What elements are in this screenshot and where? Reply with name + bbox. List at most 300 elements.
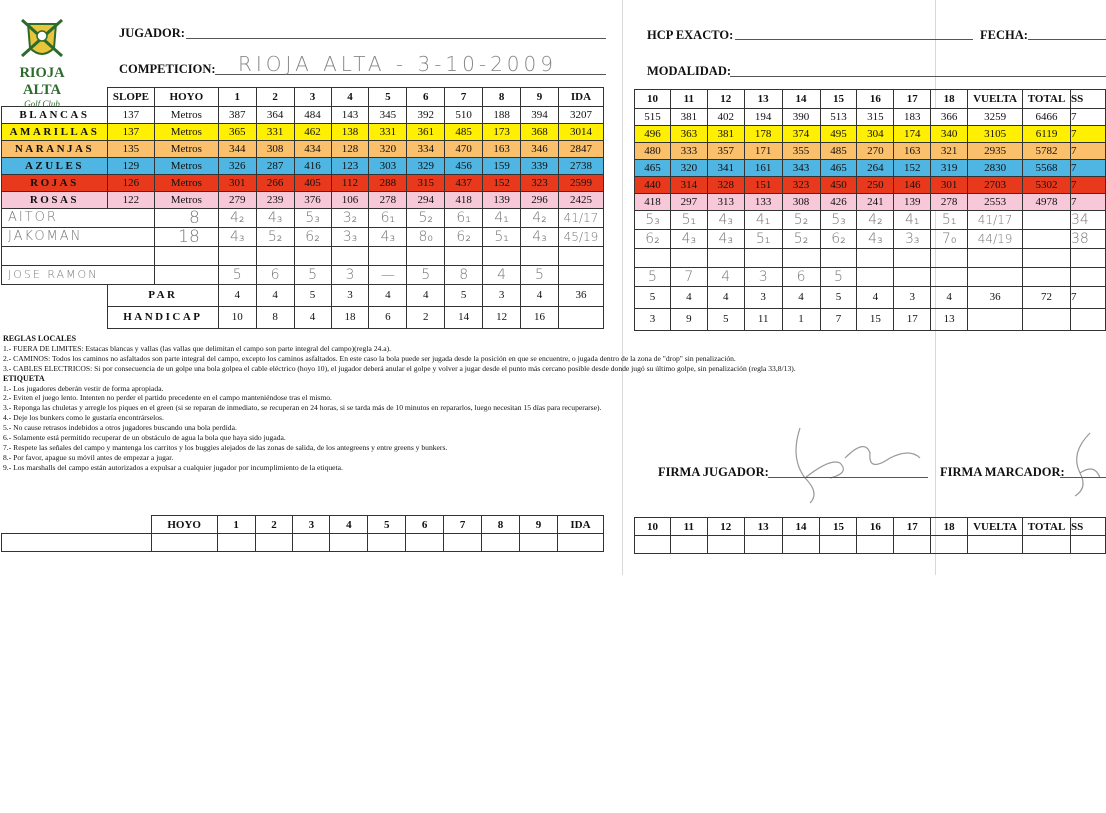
distance: 319 — [931, 160, 968, 177]
footer-cell[interactable] — [670, 536, 707, 554]
etiqueta-item: 6.- Solamente está permitido recuperar de un obstáculo de agua la bola que haya sido jugada. — [3, 433, 286, 443]
modalidad-field[interactable] — [730, 76, 1106, 77]
footer-hole-header: 17 — [894, 518, 931, 536]
footer-cell[interactable] — [931, 536, 968, 554]
par-ss: 7 — [1071, 287, 1106, 309]
club-sub: Golf Club — [24, 99, 60, 109]
unit: Metros — [154, 124, 218, 141]
par-cell: 4 — [521, 285, 559, 307]
distance: 485 — [445, 124, 483, 141]
distance: 510 — [445, 107, 483, 124]
footer-vuelta-header: VUELTA — [968, 518, 1023, 536]
par-cell: 3 — [331, 285, 369, 307]
unit: Metros — [154, 158, 218, 175]
distance: 278 — [369, 192, 407, 209]
distance: 301 — [931, 177, 968, 194]
distance: 323 — [782, 177, 820, 194]
player-hcp[interactable]: 18 — [154, 228, 218, 247]
distance: 405 — [294, 175, 331, 192]
handicap-cell: 17 — [894, 309, 931, 331]
score-cell[interactable]: 4₃ — [218, 228, 256, 247]
distance: 315 — [857, 109, 894, 126]
score-cell[interactable]: 4₃ — [369, 228, 407, 247]
total-score[interactable] — [1023, 249, 1071, 268]
handicap-cell: 6 — [369, 307, 407, 329]
handicap-cell: 7 — [820, 309, 857, 331]
score-cell[interactable]: 7 — [670, 268, 707, 287]
signature-player-scribble — [770, 418, 930, 513]
hole-4-header: 4 — [331, 88, 369, 107]
distance: 364 — [256, 107, 294, 124]
firma-marcador-label: FIRMA MARCADOR: — [940, 465, 1065, 479]
distance: 188 — [483, 107, 521, 124]
ida-total: 2599 — [558, 175, 603, 192]
handicap-cell: 11 — [744, 309, 782, 331]
score-total[interactable] — [558, 266, 603, 285]
handicap-cell: 18 — [331, 307, 369, 329]
distance: 368 — [521, 124, 559, 141]
score-cell[interactable] — [782, 249, 820, 268]
footer-cell[interactable] — [293, 534, 330, 552]
vuelta-total: 3105 — [968, 126, 1023, 143]
distance: 340 — [931, 126, 968, 143]
unit: Metros — [154, 192, 218, 209]
par-cell: 3 — [483, 285, 521, 307]
distance: 426 — [820, 194, 857, 211]
score-cell[interactable] — [407, 247, 445, 266]
distance: 366 — [931, 109, 968, 126]
distance: 314 — [670, 177, 707, 194]
score-cell[interactable]: 4₂ — [218, 209, 256, 228]
distance: 361 — [407, 124, 445, 141]
score-cell[interactable]: 4₃ — [707, 230, 744, 249]
score-cell[interactable]: 5 — [407, 266, 445, 285]
distance: 250 — [857, 177, 894, 194]
rule-item: 3.- CABLES ELECTRICOS: Si por consecuencia de un golpe una bola golpea el cable eléctrico (hoyo 10), el jugador deberá anular el golpe y volver a jugar desde el punto más cercano posible desde donde jugó su último golpe, sin penalización (regla 33,8/13). — [3, 363, 796, 373]
handicap-total — [1023, 309, 1071, 331]
distance: 334 — [407, 141, 445, 158]
hole-8-header: 8 — [483, 88, 521, 107]
score-cell[interactable]: 4₁ — [744, 211, 782, 230]
score-cell[interactable]: 4₁ — [483, 209, 521, 228]
score-cell[interactable]: 3 — [331, 266, 369, 285]
handicap-cell: 14 — [445, 307, 483, 329]
par-cell: 4 — [218, 285, 256, 307]
handicap-cell: 10 — [218, 307, 256, 329]
distance: 296 — [521, 192, 559, 209]
fecha-field[interactable] — [1028, 39, 1106, 40]
slope-header: SLOPE — [107, 88, 154, 107]
score-cell[interactable] — [483, 247, 521, 266]
rule-item: 1.- FUERA DE LIMITES: Estacas blancas y vallas (las vallas que delimitan el campo son parte integral del campo)(regla 24.a). — [3, 343, 392, 353]
ss-value: 7 — [1071, 160, 1106, 177]
distance: 315 — [407, 175, 445, 192]
score-cell[interactable]: 4₃ — [707, 211, 744, 230]
etiqueta-item: 3.- Reponga las chuletas y arregle los piques en el green (si se reparan de inmediato, se recuperan en 24 horas, si se tarda más de 10 minutos en repararlos, luego necesitan 15 días para recuperarse). — [3, 403, 602, 413]
distance: 143 — [331, 107, 369, 124]
tee-name: BLANCAS — [2, 107, 108, 124]
vuelta-total: 2703 — [968, 177, 1023, 194]
distance: 133 — [744, 194, 782, 211]
score-cell[interactable]: 5₂ — [782, 230, 820, 249]
footer-cell[interactable] — [1023, 536, 1071, 554]
score-cell[interactable] — [635, 249, 671, 268]
score-cell[interactable]: 6 — [256, 266, 294, 285]
footer-cell[interactable] — [1071, 536, 1106, 554]
score-cell[interactable] — [857, 268, 894, 287]
distance: 355 — [782, 143, 820, 160]
footer-hole-header: 6 — [406, 516, 444, 534]
score-cell[interactable]: 4₃ — [256, 209, 294, 228]
footer-cell[interactable] — [368, 534, 406, 552]
distance: 437 — [445, 175, 483, 192]
tee-row-blancas — [2, 107, 604, 124]
player-hcp[interactable] — [154, 266, 218, 285]
footer-cell[interactable] — [151, 534, 217, 552]
distance: 163 — [483, 141, 521, 158]
total-score[interactable] — [1023, 268, 1071, 287]
hole-5-header: 5 — [369, 88, 407, 107]
footer-cell[interactable] — [2, 534, 152, 552]
score-cell[interactable]: 7₀ — [931, 230, 968, 249]
score-cell[interactable] — [744, 249, 782, 268]
ida-total: 3014 — [558, 124, 603, 141]
tee-row-naranjas — [635, 143, 1106, 160]
ss-score[interactable]: 34 — [1071, 211, 1106, 230]
footer-hole-header: 14 — [782, 518, 820, 536]
par-cell: 4 — [369, 285, 407, 307]
score-cell[interactable] — [857, 249, 894, 268]
score-cell[interactable] — [707, 249, 744, 268]
distance: 374 — [782, 126, 820, 143]
front-nine-table — [1, 87, 604, 329]
player-name[interactable]: AITOR — [2, 209, 155, 228]
handicap-cell: 16 — [521, 307, 559, 329]
handicap-cell: 12 — [483, 307, 521, 329]
footer-cell[interactable] — [330, 534, 368, 552]
hole-7-header: 7 — [445, 88, 483, 107]
distance: 513 — [820, 109, 857, 126]
score-cell[interactable]: 5₃ — [820, 211, 857, 230]
score-cell[interactable]: 3₂ — [331, 209, 369, 228]
distance: 323 — [521, 175, 559, 192]
score-cell[interactable]: 6₂ — [294, 228, 331, 247]
score-cell[interactable]: 5₁ — [670, 211, 707, 230]
player-name[interactable] — [2, 247, 155, 266]
distance: 279 — [218, 192, 256, 209]
distance: 173 — [483, 124, 521, 141]
total-score[interactable] — [1023, 230, 1071, 249]
tee-row-blancas — [635, 109, 1106, 126]
distance: 287 — [256, 158, 294, 175]
score-total[interactable]: 41/17 — [558, 209, 603, 228]
footer-cell[interactable] — [482, 534, 520, 552]
distance: 328 — [707, 177, 744, 194]
par-cell: 3 — [744, 287, 782, 309]
distance: 344 — [218, 141, 256, 158]
handicap-cell: 4 — [294, 307, 331, 329]
score-cell[interactable] — [331, 247, 369, 266]
ss-value: 7 — [1071, 126, 1106, 143]
par-cell: 4 — [670, 287, 707, 309]
player-hcp[interactable] — [154, 247, 218, 266]
tee-row-amarillas — [2, 124, 604, 141]
slope: 137 — [107, 124, 154, 141]
distance: 123 — [331, 158, 369, 175]
score-cell[interactable]: 6₂ — [820, 230, 857, 249]
ss-value: 7 — [1071, 194, 1106, 211]
course-total: 6119 — [1023, 126, 1071, 143]
score-cell[interactable]: 5₁ — [931, 211, 968, 230]
jugador-field[interactable] — [186, 38, 606, 39]
tee-name: ROSAS — [2, 192, 108, 209]
unit: Metros — [154, 175, 218, 192]
handicap-cell: 13 — [931, 309, 968, 331]
player-row — [2, 247, 604, 266]
score-cell[interactable] — [256, 247, 294, 266]
footer-cell[interactable] — [894, 536, 931, 554]
etiqueta-item: 7.- Respete las señales del campo y mantenga los carritos y los buggies alejados de las zonas de salida, de los antegreens y entre greens y bunkers. — [3, 442, 448, 452]
score-cell[interactable]: 5 — [521, 266, 559, 285]
score-cell[interactable]: 6₁ — [369, 209, 407, 228]
ida-total: 2425 — [558, 192, 603, 209]
slope: 137 — [107, 107, 154, 124]
score-cell[interactable] — [670, 249, 707, 268]
score-cell[interactable]: 4₃ — [521, 228, 559, 247]
firma-jugador-label: FIRMA JUGADOR: — [658, 465, 769, 479]
modalidad-label: MODALIDAD: — [647, 64, 732, 78]
distance: 112 — [331, 175, 369, 192]
rules-section — [3, 334, 903, 473]
score-cell[interactable]: 5₁ — [483, 228, 521, 247]
score-cell[interactable] — [894, 268, 931, 287]
vuelta-score[interactable] — [968, 249, 1023, 268]
footer-cell[interactable] — [557, 534, 603, 552]
score-cell[interactable]: 3₃ — [331, 228, 369, 247]
score-cell[interactable]: 8 — [445, 266, 483, 285]
ss-value: 7 — [1071, 109, 1106, 126]
distance: 402 — [707, 109, 744, 126]
par-row — [635, 287, 1106, 309]
total-score[interactable] — [1023, 211, 1071, 230]
score-cell[interactable]: 4₃ — [857, 230, 894, 249]
hole-11-header: 11 — [670, 90, 707, 109]
score-cell[interactable]: 4₂ — [521, 209, 559, 228]
distance: 138 — [331, 124, 369, 141]
distance: 301 — [218, 175, 256, 192]
distance: 331 — [256, 124, 294, 141]
score-cell[interactable]: 5₂ — [256, 228, 294, 247]
score-cell[interactable]: 6₂ — [445, 228, 483, 247]
course-total: 5782 — [1023, 143, 1071, 160]
hole-2-header: 2 — [256, 88, 294, 107]
score-cell[interactable]: 3 — [744, 268, 782, 287]
distance: 333 — [670, 143, 707, 160]
distance: 341 — [707, 160, 744, 177]
score-cell[interactable]: 5₂ — [407, 209, 445, 228]
score-cell[interactable] — [294, 247, 331, 266]
hcp-exacto-field[interactable] — [735, 39, 973, 40]
score-total[interactable]: 45/19 — [558, 228, 603, 247]
distance: 470 — [445, 141, 483, 158]
footer-cell[interactable] — [255, 534, 293, 552]
score-cell[interactable]: 4₁ — [894, 211, 931, 230]
distance: 151 — [744, 177, 782, 194]
par-cell: 4 — [707, 287, 744, 309]
ss-score[interactable] — [1071, 249, 1106, 268]
distance: 418 — [445, 192, 483, 209]
vuelta-header: VUELTA — [968, 90, 1023, 109]
player-row — [635, 249, 1106, 268]
par-vuelta: 36 — [968, 287, 1023, 309]
footer-cell[interactable] — [635, 536, 671, 554]
footer-cell[interactable] — [968, 536, 1023, 554]
distance: 303 — [369, 158, 407, 175]
ss-score[interactable] — [1071, 268, 1106, 287]
footer-cell[interactable] — [217, 534, 255, 552]
score-cell[interactable]: 4₃ — [670, 230, 707, 249]
distance: 416 — [294, 158, 331, 175]
score-cell[interactable]: 5 — [294, 266, 331, 285]
hole-18-header: 18 — [931, 90, 968, 109]
score-cell[interactable]: 5₃ — [294, 209, 331, 228]
distance: 320 — [369, 141, 407, 158]
footer-cell[interactable] — [707, 536, 744, 554]
score-cell[interactable]: 6₁ — [445, 209, 483, 228]
handicap-ss — [1071, 309, 1106, 331]
score-cell[interactable] — [218, 247, 256, 266]
firma-marcador-field[interactable] — [1060, 477, 1106, 478]
score-cell[interactable]: 4 — [483, 266, 521, 285]
score-cell[interactable]: 5₁ — [744, 230, 782, 249]
footer-hole-header: 8 — [482, 516, 520, 534]
footer-cell[interactable] — [519, 534, 557, 552]
player-row — [635, 268, 1106, 287]
par-cell: 4 — [256, 285, 294, 307]
footer-hole-header: 9 — [519, 516, 557, 534]
distance: 465 — [635, 160, 671, 177]
footer-cell[interactable] — [744, 536, 782, 554]
vuelta-total: 2935 — [968, 143, 1023, 160]
handicap-label: HANDICAP — [107, 307, 218, 329]
hole-6-header: 6 — [407, 88, 445, 107]
score-cell[interactable] — [445, 247, 483, 266]
distance: 339 — [521, 158, 559, 175]
tee-row-naranjas — [2, 141, 604, 158]
footer-hole-header: 4 — [330, 516, 368, 534]
score-cell[interactable] — [369, 247, 407, 266]
footer-hole-header: 7 — [444, 516, 482, 534]
hole-14-header: 14 — [782, 90, 820, 109]
score-cell[interactable]: — — [369, 266, 407, 285]
distance: 496 — [635, 126, 671, 143]
slope: 122 — [107, 192, 154, 209]
score-total[interactable] — [558, 247, 603, 266]
slope: 135 — [107, 141, 154, 158]
course-total: 4978 — [1023, 194, 1071, 211]
score-cell[interactable]: 5 — [218, 266, 256, 285]
footer-cell[interactable] — [406, 534, 444, 552]
distance: 465 — [820, 160, 857, 177]
vuelta-score[interactable]: 41/17 — [968, 211, 1023, 230]
handicap-cell: 2 — [407, 307, 445, 329]
player-hcp[interactable]: 8 — [154, 209, 218, 228]
handicap-cell: 3 — [635, 309, 671, 331]
score-cell[interactable] — [521, 247, 559, 266]
distance: 174 — [894, 126, 931, 143]
total-header: TOTAL — [1023, 90, 1071, 109]
tee-name: AMARILLAS — [2, 124, 108, 141]
player-name[interactable]: JOSE RAMON — [2, 266, 155, 285]
score-cell[interactable] — [894, 249, 931, 268]
score-cell[interactable]: 5₃ — [635, 211, 671, 230]
handicap-row — [635, 309, 1106, 331]
vuelta-score[interactable] — [968, 268, 1023, 287]
distance: 480 — [635, 143, 671, 160]
etiqueta-item: 1.- Los jugadores deberán vestir de forma apropiada. — [3, 383, 164, 393]
distance: 320 — [670, 160, 707, 177]
footer-cell[interactable] — [857, 536, 894, 554]
score-cell[interactable]: 4 — [707, 268, 744, 287]
score-cell[interactable]: 6₂ — [635, 230, 671, 249]
ss-score[interactable]: 38 — [1071, 230, 1106, 249]
vuelta-score[interactable]: 44/19 — [968, 230, 1023, 249]
player-row — [2, 209, 604, 228]
back-nine-table — [634, 89, 1106, 331]
score-cell[interactable]: 6 — [782, 268, 820, 287]
tee-row-rosas — [2, 192, 604, 209]
footer-cell[interactable] — [444, 534, 482, 552]
player-row — [2, 266, 604, 285]
distance: 266 — [256, 175, 294, 192]
score-cell[interactable]: 8₀ — [407, 228, 445, 247]
handicap-cell: 9 — [670, 309, 707, 331]
footer-cell[interactable] — [820, 536, 857, 554]
distance: 239 — [256, 192, 294, 209]
distance: 381 — [670, 109, 707, 126]
vuelta-total: 2830 — [968, 160, 1023, 177]
score-cell[interactable] — [931, 249, 968, 268]
ida-total: 2847 — [558, 141, 603, 158]
tee-row-azules — [635, 160, 1106, 177]
player-name[interactable]: JAKOMAN — [2, 228, 155, 247]
distance: 485 — [820, 143, 857, 160]
distance: 264 — [857, 160, 894, 177]
hole-13-header: 13 — [744, 90, 782, 109]
distance: 515 — [635, 109, 671, 126]
score-cell[interactable]: 4₂ — [857, 211, 894, 230]
score-cell[interactable]: 5₂ — [782, 211, 820, 230]
par-cell: 3 — [894, 287, 931, 309]
score-cell[interactable] — [931, 268, 968, 287]
distance: 241 — [857, 194, 894, 211]
player-row — [2, 228, 604, 247]
firma-jugador-field[interactable] — [768, 477, 928, 478]
distance: 313 — [707, 194, 744, 211]
score-cell[interactable]: 3₃ — [894, 230, 931, 249]
score-cell[interactable] — [820, 249, 857, 268]
tee-row-azules — [2, 158, 604, 175]
score-cell[interactable]: 5 — [820, 268, 857, 287]
jugador-label: JUGADOR: — [119, 26, 185, 40]
distance: 484 — [294, 107, 331, 124]
distance: 381 — [707, 126, 744, 143]
footer-cell[interactable] — [782, 536, 820, 554]
distance: 450 — [820, 177, 857, 194]
hole-12-header: 12 — [707, 90, 744, 109]
tee-name: AZULES — [2, 158, 108, 175]
score-cell[interactable]: 5 — [635, 268, 671, 287]
